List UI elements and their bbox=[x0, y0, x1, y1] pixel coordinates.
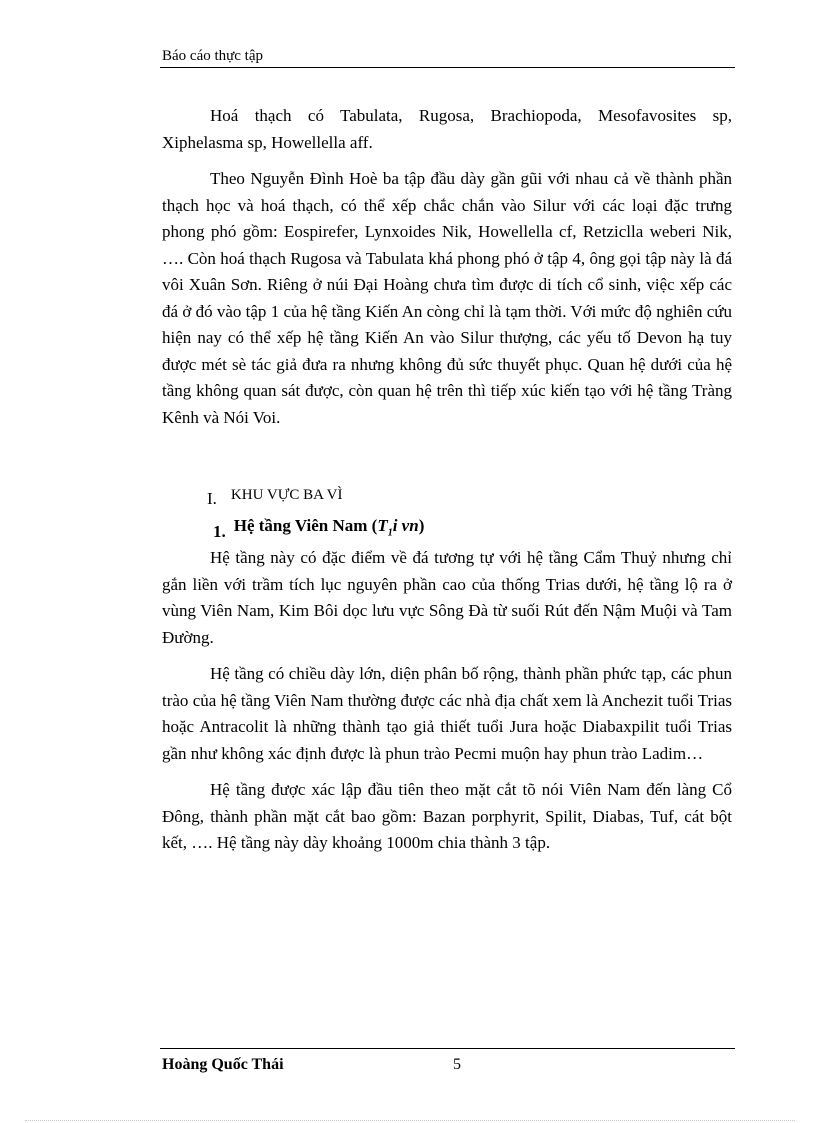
body-text-top bbox=[162, 103, 732, 441]
footer-rule bbox=[160, 1048, 735, 1049]
running-header: Báo cáo thực tập bbox=[162, 48, 264, 64]
subsection-number: 1. bbox=[213, 522, 226, 541]
page-number: 5 bbox=[453, 1056, 461, 1073]
paragraph-vien-nam-intro: Hệ tầng này có đặc điểm về đá tương tự với hệ tầng Cẩm Thuỷ nhưng chỉ gắn liền với trầm tích lục nguyên phần cao của thống Trias dưới, hệ tầng lộ ra ở vùng Viên Nam, Kim Bôi dọc lưu vực Sông Đà từ suối Rút đến Nậm Muội và Tam Đường. bbox=[162, 548, 732, 647]
paragraph-fossils: Hoá thạch có Tabulata, Rugosa, Brachiopoda, Mesofavosites sp, Xiphelasma sp, Howellella aff. bbox=[162, 106, 732, 152]
subsection-title: Hệ tầng Viên Nam bbox=[233, 516, 368, 535]
paragraph-thickness: Hệ tầng có chiều dày lớn, diện phân bố rộng, thành phần phức tạp, các phun trào của hệ tầng Viên Nam thường được các nhà địa chất xem là Anchezit tuổi Trias hoặc Antracolit là những thành tạo giả thiết tuổi Jura hoặc Diabaxpilit tuổi Trias gần như không xác định được là phun trào Pecmi muộn hay phun trào Ladim… bbox=[162, 664, 732, 763]
page-edge bbox=[25, 1120, 795, 1121]
section-title: KHU VỰC BA VÌ bbox=[230, 487, 343, 503]
section-number: I. bbox=[207, 489, 217, 508]
header-rule bbox=[160, 67, 735, 68]
body-text-bottom bbox=[162, 545, 732, 867]
paragraph-section-profile: Hệ tầng được xác lập đầu tiên theo mặt cắt tõ nói Viên Nam đến làng Cổ Đông, thành phần mặt cắt bao gồm: Bazan porphyrit, Spilit, Diabas, Tuf, cát bột kết, …. Hệ tầng này dày khoảng 1000m chia thành 3 tập. bbox=[162, 780, 732, 852]
formation-code: $T_1i$ vn bbox=[377, 516, 419, 539]
section-heading bbox=[207, 484, 343, 508]
subsection-heading: 1. Hệ tầng Viên Nam ($T_1i$ vn) bbox=[213, 516, 425, 541]
footer-author: Hoàng Quốc Thái bbox=[162, 1056, 284, 1073]
paragraph-kien-an: Theo Nguyễn Đình Hoè ba tập đầu dày gần gũi với nhau cả về thành phần thạch học và hoá thạch, có thể xếp chắc chắn vào Silur với các loại đặc trưng phong phó gồm: Eospirefer, Lynxoides Nik, Howellella cf, Retziclla weberi Nik, …. Còn hoá thạch Rugosa và Tabulata khá phong phó ở tập 4, ông gọi tập này là đá vôi Xuân Sơn. Riêng ở núi Đại Hoàng chưa tìm được di tích cổ sinh, việc xếp các đá ở đó vào tập 1 của hệ tầng Kiến An còng chỉ là tạm thời. Với mức độ nghiên cứu hiện nay có thể xếp hệ tầng Kiến An vào Silur thượng, các yếu tố Devon hạ tuy được mét sè tác giả đưa ra nhưng không đủ sức thuyết phục. Quan hệ dưới của hệ tầng không quan sát được, còn quan hệ trên thì tiếp xúc kiến tạo với hệ tầng Tràng Kênh và Nói Voi. bbox=[162, 169, 732, 427]
